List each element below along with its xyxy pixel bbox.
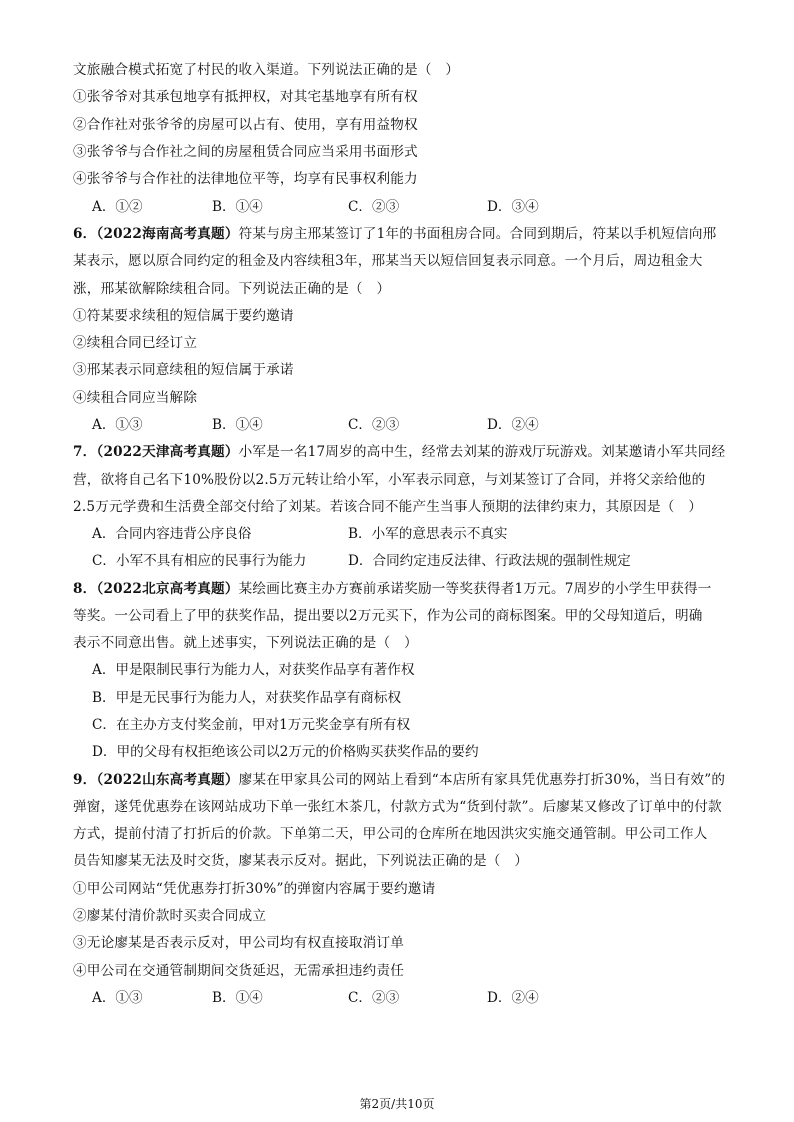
q6-option-d: D．②④ xyxy=(487,417,539,433)
q9-statement-1: ①甲公司网站“凭优惠券打折30%”的弹窗内容属于要约邀请 xyxy=(73,881,436,897)
q9-stem-line-4: 员告知廖某无法及时交货，廖某表示反对。据此，下列说法正确的是（ ） xyxy=(73,853,529,869)
q6-statement-3: ③邢某表示同意续租的短信属于承诺 xyxy=(73,362,294,378)
q9-stem-line-1: 廖某在甲家具公司的网站上看到“本店所有家具凭优惠券打折30%，当日有效”的 xyxy=(238,772,726,788)
q9-number: 9． xyxy=(73,772,97,788)
q5-statement-1: ①张爷爷对其承包地享有抵押权，对其宅基地享有所有权 xyxy=(73,89,418,105)
q9-option-b: B．①④ xyxy=(212,990,263,1006)
q8-number: 8． xyxy=(73,581,97,597)
q5-stem-tail: 文旅融合模式拓宽了村民的收入渠道。下列说法正确的是（ ） xyxy=(73,62,460,78)
q8-first-line xyxy=(73,580,712,598)
q7-first-line xyxy=(73,443,725,461)
q7-option-d: D．合同约定违反法律、行政法规的强制性规定 xyxy=(348,553,631,569)
q6-stem-line-3: 涨，邢某欲解除续租合同。下列说法正确的是（ ） xyxy=(73,281,391,297)
q8-stem-line-1: 某绘画比赛主办方赛前承诺奖励一等奖获得者1万元。7周岁的小学生甲获得一 xyxy=(238,581,712,597)
q6-number: 6． xyxy=(73,226,97,242)
q7-source: （2022天津高考真题） xyxy=(96,444,239,460)
q7-option-a: A．合同内容违背公序良俗 xyxy=(92,526,252,542)
q7-number: 7． xyxy=(73,444,97,460)
q6-statement-4: ④续租合同应当解除 xyxy=(73,390,198,406)
q7-stem-line-2: 营，欲将自己名下10%股份以2.5万元转让给小军，小军表示同意，与刘某签订了合同，并将父亲给他的 xyxy=(73,472,706,488)
q6-stem-line-2: 某表示，愿以原合同约定的租金及内容续租3年，邢某当天以短信回复表示同意。一个月后，周边租金大 xyxy=(73,253,703,269)
q6-stem-line-1: 符某与房主邢某签订了1年的书面租房合同。合同到期后，符某以手机短信向邢 xyxy=(238,226,717,242)
q7-option-c: C．小军不具有相应的民事行为能力 xyxy=(92,553,307,569)
q5-statement-4: ④张爷爷与合作社的法律地位平等，均享有民事权利能力 xyxy=(73,171,418,187)
q5-option-b: B．①④ xyxy=(212,199,263,215)
page-number-footer: 第2页/共10页 xyxy=(359,1097,435,1111)
q5-statement-2: ②合作社对张爷爷的房屋可以占有、使用，享有用益物权 xyxy=(73,117,418,133)
q6-statement-1: ①符某要求续租的短信属于要约邀请 xyxy=(73,308,294,324)
q9-statement-3: ③无论廖某是否表示反对，甲公司均有权直接取消订单 xyxy=(73,935,405,951)
q6-option-b: B．①④ xyxy=(212,417,263,433)
q8-option-b: B．甲是无民事行为能力人，对获奖作品享有商标权 xyxy=(92,690,402,706)
q9-option-a: A．①③ xyxy=(92,990,143,1006)
q6-first-line xyxy=(73,225,716,243)
q6-option-c: C．②③ xyxy=(348,417,400,433)
q9-first-line xyxy=(73,771,725,789)
q8-stem-line-2: 等奖。一公司看上了甲的获奖作品，提出要以2万元买下，作为公司的商标图案。甲的父母知道后，明确 xyxy=(73,608,703,624)
q5-option-d: D．③④ xyxy=(487,199,539,215)
q5-option-c: C．②③ xyxy=(348,199,400,215)
q8-option-c: C．在主办方支付奖金前，甲对1万元奖金享有所有权 xyxy=(92,717,411,733)
q9-option-c: C．②③ xyxy=(348,990,400,1006)
q9-stem-line-2: 弹窗，遂凭优惠券在该网站成功下单一张红木茶几，付款方式为“货到付款”。后廖某又修改了订单中的付款 xyxy=(73,799,722,815)
q8-stem-line-3: 表示不同意出售。就上述事实，下列说法正确的是（ ） xyxy=(73,635,418,651)
q6-option-a: A．①③ xyxy=(92,417,143,433)
q9-option-d: D．②④ xyxy=(487,990,539,1006)
q8-option-a: A．甲是限制民事行为能力人，对获奖作品享有著作权 xyxy=(92,662,415,678)
q9-stem-line-3: 方式，提前付清了打折后的价款。下单第二天，甲公司的仓库所在地因洪灾实施交通管制。甲公司工作人 xyxy=(73,826,708,842)
q6-statement-2: ②续租合同已经订立 xyxy=(73,335,198,351)
q9-statement-4: ④甲公司在交通管制期间交货延迟，无需承担违约责任 xyxy=(73,963,405,979)
q7-option-b: B．小军的意思表示不真实 xyxy=(348,526,508,542)
q7-stem-line-1: 小军是一名17周岁的高中生，经常去刘某的游戏厅玩游戏。刘某邀请小军共同经 xyxy=(238,444,726,460)
q9-statement-2: ②廖某付清价款时买卖合同成立 xyxy=(73,908,267,924)
q5-option-a: A．①② xyxy=(92,199,143,215)
q5-statement-3: ③张爷爷与合作社之间的房屋租赁合同应当采用书面形式 xyxy=(73,144,418,160)
q7-stem-line-3: 2.5万元学费和生活费全部交付给了刘某。若该合同不能产生当事人预期的法律约束力，其原因是（ ） xyxy=(73,499,703,515)
q8-option-d: D．甲的父母有权拒绝该公司以2万元的价格购买获奖作品的要约 xyxy=(92,744,479,760)
q8-source: （2022北京高考真题） xyxy=(96,581,239,597)
q9-source: （2022山东高考真题） xyxy=(96,772,239,788)
q6-source: （2022海南高考真题） xyxy=(96,226,239,242)
